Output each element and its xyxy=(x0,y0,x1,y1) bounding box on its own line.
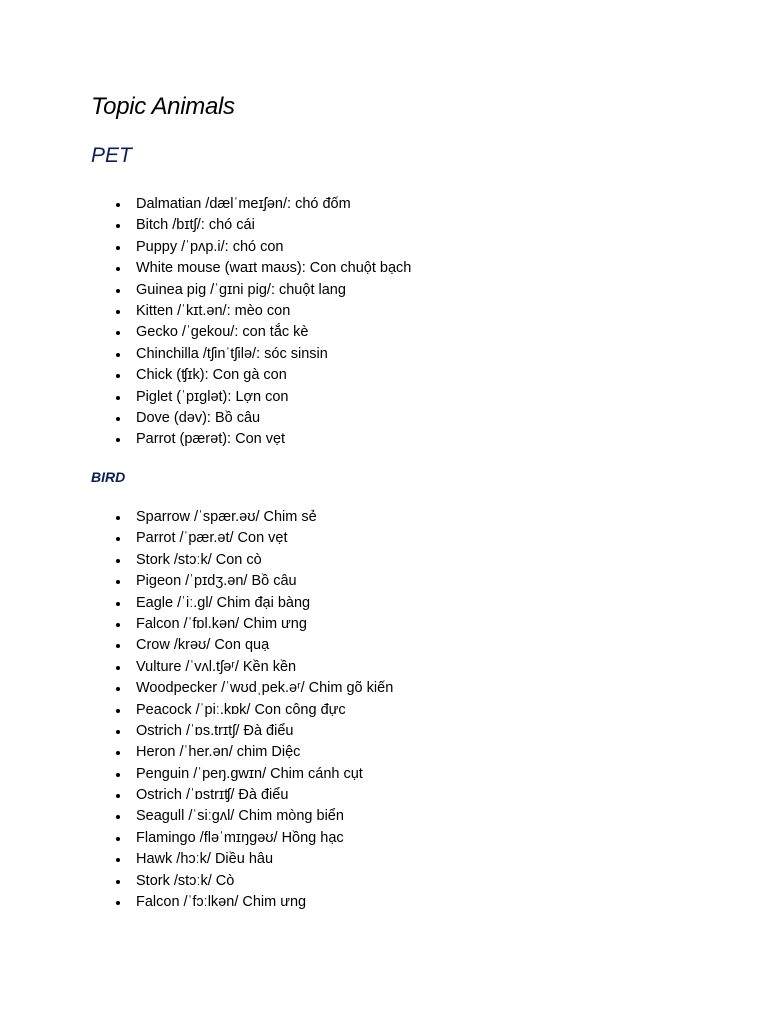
pet-word-list xyxy=(0,194,411,451)
list-item: Heron /ˈher.ən/ chim Diệc xyxy=(0,742,393,763)
list-item: White mouse (waɪt maʊs): Con chuột bạch xyxy=(0,258,411,279)
list-item: Hawk /hɔːk/ Diều hâu xyxy=(0,849,393,870)
list-item: Seagull /ˈsiːgʌl/ Chim mòng biển xyxy=(0,806,393,827)
list-item: Eagle /ˈiː.gl/ Chim đại bàng xyxy=(0,593,393,614)
list-item: Chinchilla /tʃinˈtʃilə/: sóc sinsin xyxy=(0,344,411,365)
section-heading-bird: BIRD xyxy=(91,469,126,485)
list-item: Penguin /ˈpeŋ.gwɪn/ Chim cánh cụt xyxy=(0,764,393,785)
list-item: Sparrow /ˈspær.əʊ/ Chim sẻ xyxy=(0,507,393,528)
list-item: Ostrich /ˈɒs.trɪtʃ/ Đà điểu xyxy=(0,721,393,742)
section-heading-pet: PET xyxy=(91,144,132,167)
list-item: Stork /stɔːk/ Cò xyxy=(0,871,393,892)
list-item: Kitten /ˈkɪt.ən/: mèo con xyxy=(0,301,411,322)
list-item: Flamingo /fləˈmɪŋgəʊ/ Hồng hạc xyxy=(0,828,393,849)
list-item: Vulture /ˈvʌl.tʃəʳ/ Kền kền xyxy=(0,657,393,678)
list-item: Crow /krəʊ/ Con quạ xyxy=(0,635,393,656)
list-item: Falcon /ˈfɔːlkən/ Chim ưng xyxy=(0,892,393,913)
list-item: Parrot /ˈpær.ət/ Con vẹt xyxy=(0,528,393,549)
list-item: Puppy /ˈpʌp.i/: chó con xyxy=(0,237,411,258)
list-item: Piglet (ˈpɪglət): Lợn con xyxy=(0,387,411,408)
list-item: Ostrich /ˈɒstrɪʧ/ Đà điểu xyxy=(0,785,393,806)
list-item: Parrot (pærət): Con vẹt xyxy=(0,429,411,450)
list-item: Dove (dəv): Bồ câu xyxy=(0,408,411,429)
list-item: Dalmatian /dælˈmeɪʃən/: chó đốm xyxy=(0,194,411,215)
list-item: Guinea pig /ˈgɪni pig/: chuột lang xyxy=(0,280,411,301)
list-item: Pigeon /ˈpɪdʒ.ən/ Bồ câu xyxy=(0,571,393,592)
list-item: Bitch /bɪtʃ/: chó cái xyxy=(0,215,411,236)
list-item: Woodpecker /ˈwʊdˌpek.əʳ/ Chim gõ kiến xyxy=(0,678,393,699)
list-item: Stork /stɔːk/ Con cò xyxy=(0,550,393,571)
page-title: Topic Animals xyxy=(91,93,235,120)
bird-word-list xyxy=(0,507,393,913)
list-item: Chick (ʧɪk): Con gà con xyxy=(0,365,411,386)
list-item: Peacock /ˈpiː.kɒk/ Con công đực xyxy=(0,700,393,721)
list-item: Gecko /ˈgekou/: con tắc kè xyxy=(0,322,411,343)
list-item: Falcon /ˈfɒl.kən/ Chim ưng xyxy=(0,614,393,635)
